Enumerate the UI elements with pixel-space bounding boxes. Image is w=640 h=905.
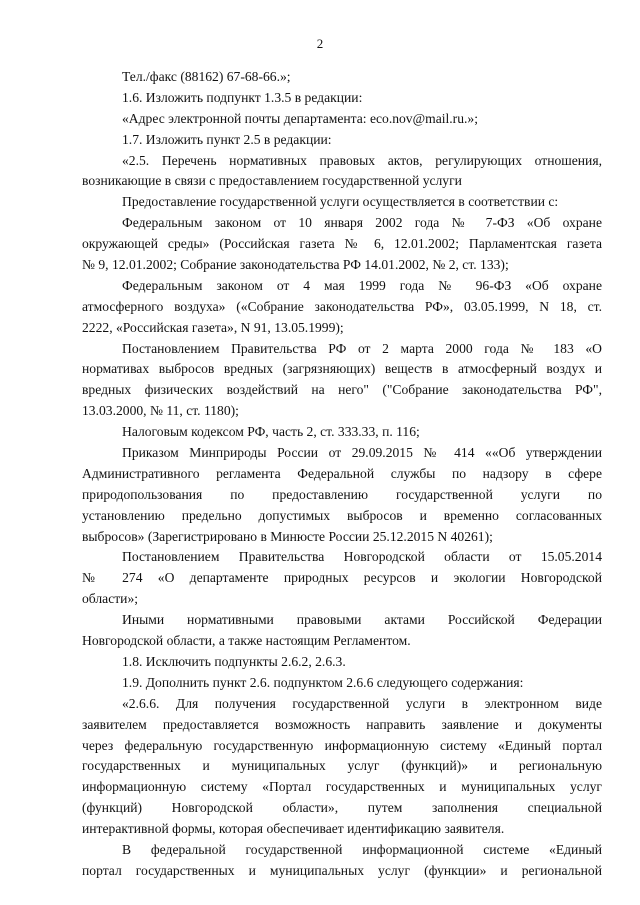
text-line: В федеральной государственной информационной системе «Единый [122,841,602,857]
text-line: 1.9. Дополнить пункт 2.6. подпунктом 2.6.6 следующего содержания: [122,674,524,690]
text-line: Федеральным законом от 10 января 2002 года № 7-ФЗ «Об охране [122,215,602,231]
text-line: выбросов» (Зарегистрировано в Минюсте России 25.12.2015 N 40261); [82,528,493,544]
text-line: вредных физических воздействий на него" ("Собрание законодательства РФ", [82,382,602,398]
text-line: «2.5. Перечень нормативных правовых актов, регулирующих отношения, [122,152,602,168]
text-line: установлению предельно допустимых выбросов и временно согласованных [82,507,602,523]
text-line: окружающей среды» (Российская газета № 6, 12.01.2002; Парламентская газета [82,236,602,252]
page-number: 2 [316,36,324,51]
text-line: 1.7. Изложить пункт 2.5 в редакции: [122,131,332,147]
text-line: № 9, 12.01.2002; Собрание законодательства РФ 14.01.2002, № 2, ст. 133); [82,257,509,273]
text-line: Новгородской области, а также настоящим Регламентом. [82,633,411,649]
document-body [82,67,602,882]
text-line: природопользования по предоставлению государственной услуги по [82,486,602,502]
text-line: 2222, «Российская газета», N 91, 13.05.1999); [82,319,344,335]
text-line: Тел./факс (88162) 67-68-66.»; [122,69,291,84]
text-line: 1.6. Изложить подпункт 1.3.5 в редакции: [122,89,363,105]
text-line: атмосферного воздуха» («Собрание законодательства РФ», 03.05.1999, N 18, ст. [82,298,602,314]
text-line: Предоставление государственной услуги осуществляется в соответствии с: [122,194,559,210]
text-line: Приказом Минприроды России от 29.09.2015 № 414 ««Об утверждении [122,445,602,461]
text-line: № 274 «О департаменте природных ресурсов и экологии Новгородской [82,570,602,586]
text-line: Постановлением Правительства Новгородской области от 15.05.2014 [122,549,602,565]
text-line: заявителем предоставляется возможность направить заявление и документы [82,716,602,732]
text-line: нормативах выбросов вредных (загрязняющих) веществ в атмосферный воздух и [82,361,602,377]
text-line: интерактивной формы, которая обеспечивает идентификацию заявителя. [82,821,505,837]
text-line: «2.6.6. Для получения государственной услуги в электронном виде [122,695,602,711]
text-line: 13.03.2000, № 11, ст. 1180); [82,403,239,419]
text-line: через федеральную государственную информационную систему «Единый портал [82,737,602,753]
text-line: области»; [82,591,139,607]
text-line: государственных и муниципальных услуг (функций)» и региональную [82,758,602,774]
text-line: Постановлением Правительства РФ от 2 марта 2000 года № 183 «О [122,340,602,356]
text-line: информационную систему «Портал государственных и муниципальных услуг [82,779,602,795]
text-line: 1.8. Исключить подпункты 2.6.2, 2.6.3. [122,653,346,669]
text-line: «Адрес электронной почты департамента: eco.nov@mail.ru.»; [122,110,478,126]
text-line: Иными нормативными правовыми актами Российской Федерации [122,612,602,628]
text-line: возникающие в связи с предоставлением государственной услуги [82,173,462,189]
text-line: (функций) Новгородской области», путем заполнения специальной [82,800,602,816]
text-line: Федеральным законом от 4 мая 1999 года № 96-ФЗ «Об охране [122,277,602,293]
text-line: портал государственных и муниципальных услуг (функции» и региональной [82,862,602,878]
text-line: Налоговым кодексом РФ, часть 2, ст. 333.33, п. 116; [122,424,420,440]
text-line: Административного регламента Федеральной службы по надзору в сфере [82,465,602,481]
